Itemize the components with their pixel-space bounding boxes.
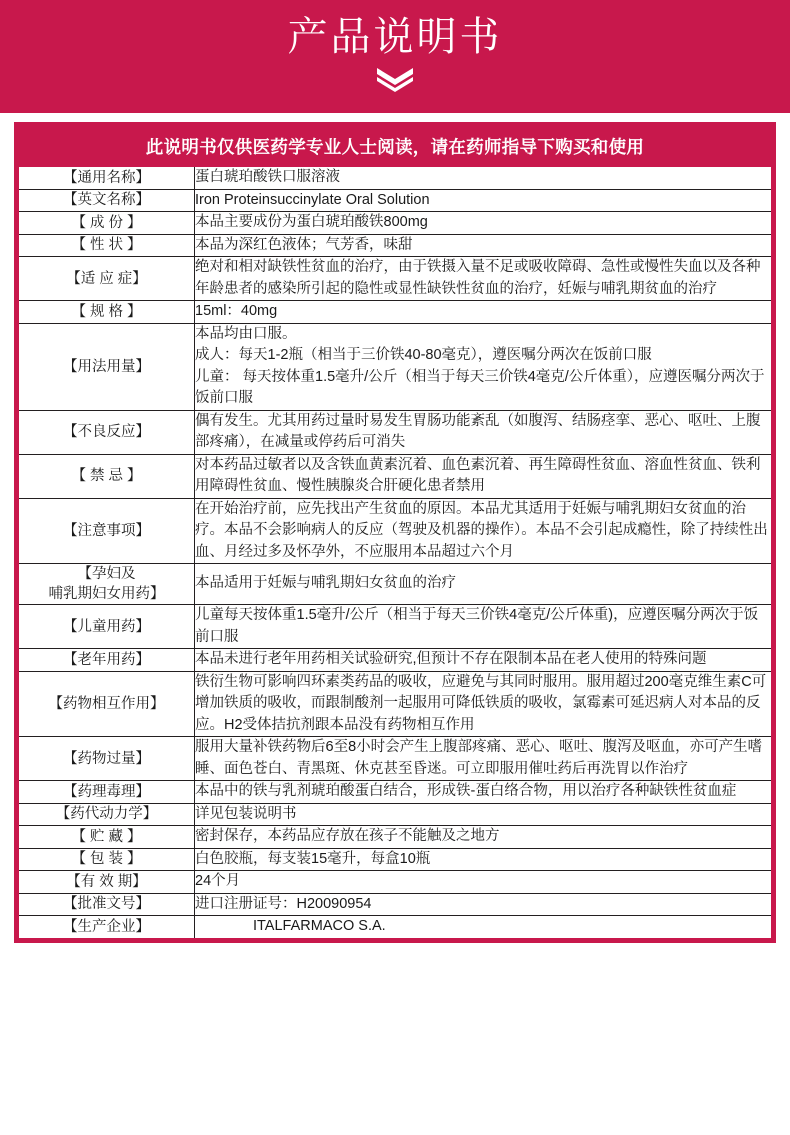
spec-value: 详见包装说明书 [195, 803, 772, 826]
spec-value: 偶有发生。尤其用药过量时易发生胃肠功能紊乱（如腹泻、结肠痉挛、恶心、呕吐、上腹部疼痛），在减量或停药后可消失 [195, 410, 772, 454]
insert-card [14, 122, 776, 943]
table-row [19, 167, 771, 189]
table-row [19, 234, 771, 257]
table-row [19, 323, 771, 410]
spec-label: 【药代动力学】 [19, 803, 195, 826]
spec-value: Iron Proteinsuccinylate Oral Solution [195, 189, 772, 212]
spec-label: 【用法用量】 [19, 323, 195, 410]
spec-label: 【适 应 症】 [19, 257, 195, 301]
spec-label: 【 包 装 】 [19, 848, 195, 871]
specification-table [19, 167, 771, 938]
table-row [19, 189, 771, 212]
spec-value: 蛋白琥珀酸铁口服溶液 [195, 169, 340, 185]
spec-value: 本品适用于妊娠与哺乳期妇女贫血的治疗 [195, 564, 772, 605]
page-title: 产品说明书 [287, 14, 503, 60]
table-row [19, 893, 771, 916]
spec-value: 白色胶瓶，每支装15毫升，每盒10瓶 [195, 848, 772, 871]
spec-value: 对本药品过敏者以及含铁血黄素沉着、血色素沉着、再生障碍性贫血、溶血性贫血、铁利用障碍性贫血、慢性胰腺炎合肝硬化患者禁用 [195, 454, 772, 498]
table-row [19, 848, 771, 871]
table-row [19, 781, 771, 804]
spec-label: 【 禁 忌 】 [19, 454, 195, 498]
spec-label: 【老年用药】 [19, 649, 195, 672]
table-row [19, 803, 771, 826]
table-row [19, 257, 771, 301]
spec-label: 【有 效 期】 [19, 871, 195, 894]
spec-label: 【 性 状 】 [19, 234, 195, 257]
table-row [19, 564, 771, 605]
spec-value: 密封保存，本药品应存放在孩子不能触及之地方 [195, 826, 772, 849]
table-row [19, 605, 771, 649]
spec-value: 本品为深红色液体；气芳香，味甜 [195, 234, 772, 257]
spec-label: 【不良反应】 [19, 410, 195, 454]
table-row [19, 671, 771, 737]
spec-label: 【英文名称】 [19, 189, 195, 212]
spec-label: 【注意事项】 [19, 498, 195, 564]
table-row [19, 737, 771, 781]
spec-label: 【生产企业】 [19, 916, 195, 938]
spec-value: 本品主要成份为蛋白琥珀酸铁800mg [195, 212, 772, 235]
specification-table-body [19, 167, 771, 938]
spec-label: 【批准文号】 [19, 893, 195, 916]
table-row [19, 916, 771, 938]
spec-label: 【药理毒理】 [19, 781, 195, 804]
spec-label: 【通用名称】 [19, 167, 195, 189]
spec-label: 【儿童用药】 [19, 605, 195, 649]
spec-value: ITALFARMACO S.A. [195, 916, 772, 938]
table-row [19, 498, 771, 564]
spec-value: 24个月 [195, 871, 772, 894]
spec-label: 【药物过量】 [19, 737, 195, 781]
spec-value: 儿童每天按体重1.5毫升/公斤（相当于每天三价铁4毫克/公斤体重)，应遵医嘱分两次于饭前口服 [195, 605, 772, 649]
table-row [19, 212, 771, 235]
table-row [19, 454, 771, 498]
double-chevron-down-icon [373, 66, 417, 97]
spec-value: 本品未进行老年用药相关试验研究,但预计不存在限制本品在老人使用的特殊问题 [195, 649, 772, 672]
spec-label: 【 贮 藏 】 [19, 826, 195, 849]
table-row [19, 871, 771, 894]
spec-label: 【药物相互作用】 [19, 671, 195, 737]
header-banner [0, 0, 790, 113]
table-row [19, 410, 771, 454]
table-row [19, 649, 771, 672]
spec-value: 本品均由口服。 成人：每天1-2瓶（相当于三价铁40-80毫克），遵医嘱分两次在饭前口服 儿童： 每天按体重1.5毫升/公斤（相当于每天三价铁4毫克/公斤体重），应遵医嘱分两次于饭前口服 [195, 323, 772, 410]
professional-notice: 此说明书仅供医药学专业人士阅读，请在药师指导下购买和使用 [19, 127, 771, 167]
spec-label: 【 成 份 】 [19, 212, 195, 235]
spec-value: 服用大量补铁药物后6至8小时会产生上腹部疼痛、恶心、呕吐、腹泻及呕血，亦可产生嗜睡、面色苍白、青黑斑、休克甚至昏迷。可立即服用催吐药后再洗胃以作治疗 [195, 737, 772, 781]
spec-label: 【孕妇及 哺乳期妇女用药】 [19, 564, 195, 605]
spec-value: 进口注册证号：H20090954 [195, 893, 772, 916]
table-row [19, 301, 771, 324]
spec-value: 15ml：40mg [195, 301, 772, 324]
spec-value: 在开始治疗前，应先找出产生贫血的原因。本品尤其适用于妊娠与哺乳期妇女贫血的治疗。本品不会影响病人的反应（驾驶及机器的操作）。本品不会引起成瘾性，除了持续性出血、月经过多及怀孕外，不应服用本品超过六个月 [195, 498, 772, 564]
spec-value: 铁衍生物可影响四环素类药品的吸收，应避免与其同时服用。服用超过200毫克维生素C可增加铁质的吸收，而跟制酸剂一起服用可降低铁质的吸收，氯霉素可延迟病人对本品的反应。H2受体拮抗剂跟本品没有药物相互作用 [195, 671, 772, 737]
table-row [19, 826, 771, 849]
spec-value: 绝对和相对缺铁性贫血的治疗，由于铁摄入量不足或吸收障碍、急性或慢性失血以及各种年龄患者的感染所引起的隐性或显性缺铁性贫血的治疗，妊娠与哺乳期贫血的治疗 [195, 257, 772, 301]
spec-value: 本品中的铁与乳剂琥珀酸蛋白结合，形成铁-蛋白络合物，用以治疗各种缺铁性贫血症 [195, 781, 772, 804]
spec-label: 【 规 格 】 [19, 301, 195, 324]
